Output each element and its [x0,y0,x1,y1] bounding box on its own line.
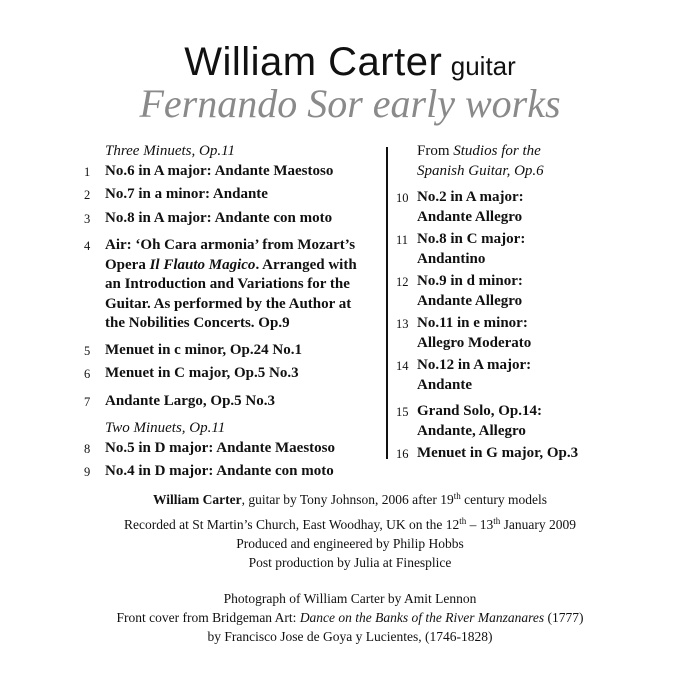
track-item [84,209,374,230]
track-title: No.8 in A major: Andante con moto [105,209,333,226]
track-number: 10 [396,191,409,205]
column-divider [386,147,388,459]
track-title-line: No.9 in d minor: [417,273,523,289]
opera-title: Il Flauto Magico [149,256,256,273]
credit-line: Photograph of William Carter by Amit Lennon [223,591,477,606]
credits [0,490,700,646]
track-item [396,314,566,353]
album-title [0,40,700,85]
track-title: Menuet in G major, Op.3 [417,445,579,461]
track-title-line: No.11 in e minor: [417,315,528,331]
track-item [396,272,566,311]
track-number: 5 [84,343,91,358]
track-item [396,188,566,227]
credit-text: January 2009 [500,517,576,532]
credit-text: Recorded at St Martin’s Church, East Woodhay, UK on the 12 [124,517,460,532]
track-number: 16 [396,447,409,461]
track-title-line: Air: ‘Oh Cara armonia’ from Mozart’s [105,237,356,253]
instrument-label: guitar [450,51,516,81]
credit-line [0,608,700,627]
track-title-line: Opera Il Flauto Magico. Arranged with [105,256,357,273]
track-title-line: Guitar. As performed by the Author at [105,295,352,312]
credit-line: by Francisco Jose de Goya y Lucientes, (1746-1828) [207,629,493,644]
credit-line [0,515,700,534]
track-title: Andante Largo, Op.5 No.3 [105,392,276,409]
track-title: No.4 in D major: Andante con moto [105,463,334,479]
credit-text: Front cover from Bridgeman Art: [116,610,300,625]
track-item [84,341,374,362]
credit-text: – 13 [466,517,494,532]
tracklist-right [396,142,579,465]
section-heading [396,142,566,181]
album-subtitle: Fernando Sor early works [139,81,561,126]
track-title [417,188,524,227]
credit-line [0,490,700,509]
track-item [84,236,374,334]
track-title [417,402,542,441]
track-number: 13 [396,317,409,331]
track-item [84,162,374,183]
track-number: 12 [396,275,409,289]
from-title: Spanish Guitar, Op.6 [417,162,544,179]
credit-line: Produced and engineered by Philip Hobbs [236,536,464,551]
track-item [84,392,374,413]
track-title [417,230,525,269]
track-number: 15 [396,405,409,419]
tracklist-left [84,142,374,483]
track-number: 3 [84,211,91,226]
track-number: 2 [84,188,91,202]
track-item [84,462,374,483]
track-title-line: an Introduction and Variations for the [105,276,350,292]
track-item [84,185,374,206]
track-number: 11 [396,233,409,247]
track-item [396,444,579,465]
track-title [417,272,523,311]
section-heading: Three Minuets, Op.11 [105,143,235,159]
track-number: 4 [84,239,91,253]
track-title-line: Andante [417,376,473,393]
track-item [396,402,566,441]
track-item [396,356,566,395]
track-title-line: Andante Allegro [417,208,523,225]
credit-text: , guitar by Tony Johnson, 2006 after 19 [241,492,454,507]
from-title: Studios for the [453,143,541,159]
track-title-line: Andantino [417,250,486,267]
artwork-title: Dance on the Banks of the River Manzanares [299,610,545,625]
track-item [84,364,374,385]
ordinal-suffix: th [459,516,467,526]
ordinal-suffix: th [453,491,461,501]
track-title-line: No.8 in C major: [417,231,526,247]
track-number: 8 [84,441,91,456]
credit-text: century models [460,492,548,507]
track-title [417,356,531,395]
track-title [105,236,357,334]
track-number: 1 [84,164,91,179]
track-title: No.6 in A major: Andante Maestoso [105,162,334,179]
section-heading: Two Minuets, Op.11 [105,420,226,436]
ordinal-suffix: th [493,516,501,526]
credit-name: William Carter [152,492,242,507]
track-title-line: No.12 in A major: [417,357,532,373]
track-number: 14 [396,359,409,373]
track-title-line: Grand Solo, Op.14: [417,403,543,419]
artist-name: William Carter [184,40,443,84]
track-number: 9 [84,465,91,479]
track-title: Menuet in c minor, Op.24 No.1 [105,341,302,358]
track-title-line: Andante, Allegro [417,422,526,439]
track-number: 7 [84,394,91,409]
track-title-line: the Nobilities Concerts. Op.9 [105,315,290,331]
from-prefix: From [417,143,450,159]
track-title: No.7 in a minor: Andante [105,186,268,202]
track-title [417,314,531,353]
track-number: 6 [84,367,91,381]
track-title: Menuet in C major, Op.5 No.3 [105,365,299,381]
credit-line: Post production by Julia at Finesplice [248,555,452,570]
track-item [84,439,374,460]
track-item [396,230,566,269]
credit-text: (1777) [544,610,584,625]
track-title-line: Allegro Moderato [417,334,532,351]
track-title: No.5 in D major: Andante Maestoso [105,439,335,456]
track-title-line: No.2 in A major: [417,189,524,205]
track-title-line: Andante Allegro [417,292,523,309]
